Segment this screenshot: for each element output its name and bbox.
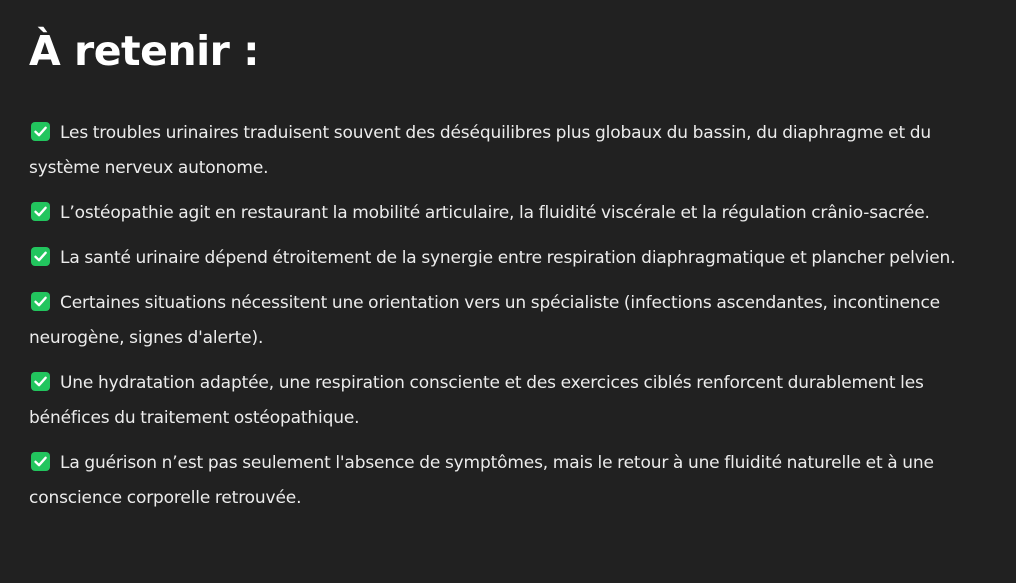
list-item-text: La guérison n’est pas seulement l'absence de symptômes, mais le retour à une fluidité naturelle et à une conscience corporelle retrouvée. — [29, 453, 934, 508]
list-item-text: Les troubles urinaires traduisent souvent des déséquilibres plus globaux du bassin, du diaphragme et du système nerveux autonome. — [29, 123, 932, 178]
list-item — [29, 196, 989, 231]
list-item — [29, 366, 989, 436]
check-mark-button-icon — [31, 452, 50, 471]
check-mark-button-icon — [31, 122, 50, 141]
check-mark-button-icon — [31, 372, 50, 391]
list-item — [29, 241, 989, 276]
list-item — [29, 446, 989, 516]
check-mark-button-icon — [31, 292, 50, 311]
list-item-text: La santé urinaire dépend étroitement de la synergie entre respiration diaphragmatique et plancher pelvien. — [60, 248, 956, 268]
list-item — [29, 286, 989, 356]
list-item — [29, 116, 989, 186]
key-points-list — [29, 116, 989, 526]
list-item-text: L’ostéopathie agit en restaurant la mobilité articulaire, la fluidité viscérale et la régulation crânio-sacrée. — [60, 203, 930, 223]
list-item-text: Certaines situations nécessitent une orientation vers un spécialiste (infections ascendantes, incontinence neurogène, signes d'alerte). — [29, 293, 940, 348]
check-mark-button-icon — [31, 247, 50, 266]
section-heading: À retenir : — [29, 27, 260, 75]
list-item-text: Une hydratation adaptée, une respiration consciente et des exercices ciblés renforcent durablement les bénéfices du traitement ostéopathique. — [29, 373, 924, 428]
check-mark-button-icon — [31, 202, 50, 221]
